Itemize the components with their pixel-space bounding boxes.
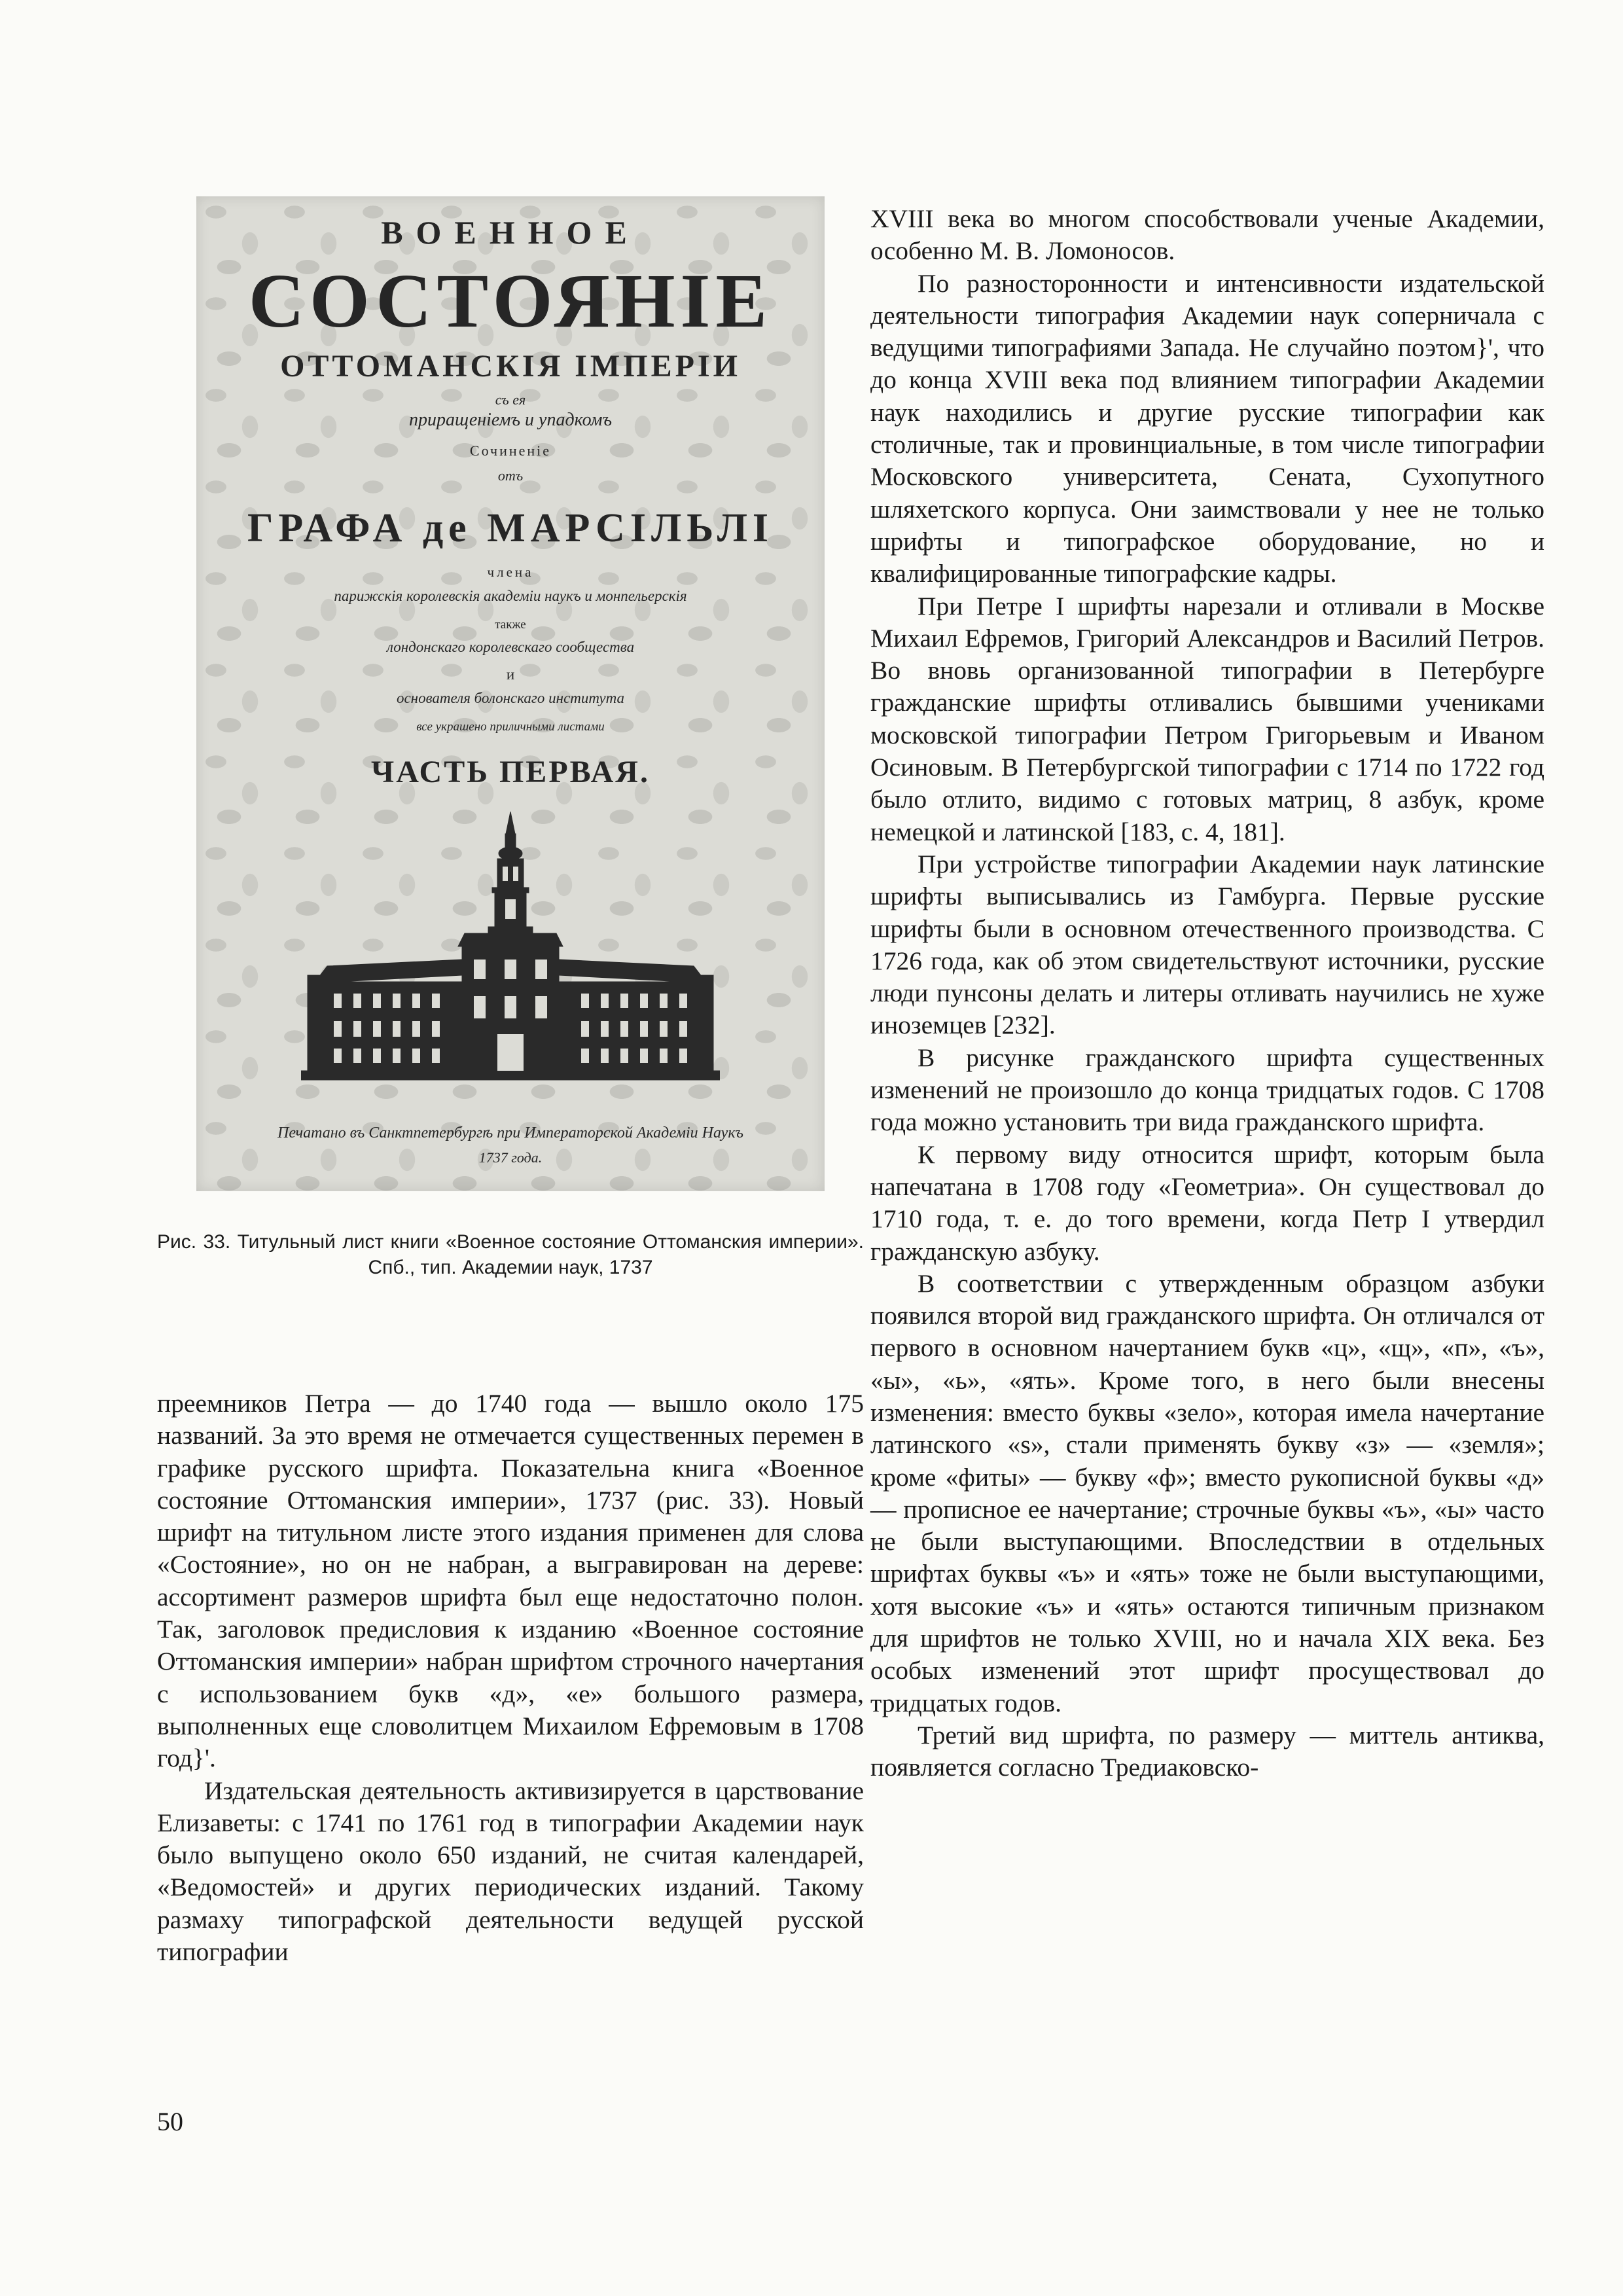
figure-caption: Рис. 33. Титульный лист книги «Военное состояние Оттоманския империи». Спб., тип. Академии наук, 1737: [157, 1231, 864, 1278]
title-line-parizhskiya: парижскiя королевскiя академiи наукъ и монпельерскiя: [334, 588, 687, 604]
page-number: 50: [157, 2107, 183, 2136]
title-imprint-line-1: Печатано въ Санктпетербургѣ при Императорской Академiи Наукъ: [277, 1124, 744, 1141]
right-column: [870, 203, 1544, 1784]
title-line-vse: все украшено приличными листами: [416, 720, 605, 734]
title-line-takzhe: также: [495, 618, 526, 632]
paragraph: В соответствии с утвержденным образцом азбуки появился второй вид гражданского шрифта. Он отличался от первого в основном начертанием букв «ц», «щ», «п», «ъ», «ы», «ь», «ять». Кроме того, в него были внесены изменения: вместо буквы «зело», которая имела начертание латинского «s», стали применять букву «з» — «земля»; кроме «фиты» — букву «ф»; вместо рукописной буквы «д» — прописное ее начертание; строчные буквы «ъ», «ы» часто не были выступающими. Впоследствии в отдельных шрифтах буквы «ъ» и «ять» тоже не были выступающими, хотя высокие «ъ» и «ять» остаются типичным признаком для шрифтов не только XVIII, но и начала XIX века. Без особых изменений этот шрифт просуществовал до тридцатых годов.: [870, 1268, 1544, 1717]
title-line-ottomanskiya: ОТТОМАНСКIЯ IМПЕРIИ: [280, 349, 741, 384]
academy-building-engraving: [301, 812, 720, 1086]
title-line-chlena: члена: [487, 564, 534, 580]
title-imprint-line-2: 1737 года.: [478, 1149, 543, 1166]
paragraph: XVIII века во многом способствовали ученые Академии, особенно М. В. Ломоносов.: [870, 204, 1544, 266]
title-line-sochinenie: Сочиненiе: [469, 442, 552, 459]
paragraph: При устройстве типографии Академии наук латинские шрифты выписывались из Гамбурга. Первые русские шрифты были в основном отечественного производства. С 1726 года, как об этом свидетельствуют источники, русские люди пунсоны делать и литеры отливать научились не хуже иноземцев [232].: [870, 849, 1544, 1040]
title-line-chast: ЧАСТЬ ПЕРВАЯ.: [371, 755, 650, 789]
title-line-ot: отъ: [497, 467, 524, 484]
paragraph: Третий вид шрифта, по размеру — миттель антиква, появляется согласно Тредиаковско-: [870, 1720, 1544, 1782]
left-column: [157, 1388, 864, 1968]
title-word-sostoyanie: СОСТОЯНIЕ: [248, 258, 773, 344]
title-line-author: ГРАФА де МАРСIЛЬЛI: [247, 506, 774, 550]
title-line-londonskago: лондонскаго королевскаго сообщества: [386, 639, 635, 655]
paragraph: По разносторонности и интенсивности издательской деятельности типография Академии наук соперничала с ведущими типографиями Запада. Не случайно поэтом}', что до конца XVIII века под влиянием типографии Академии наук находились и другие русские типографии как столичные, так и провинциальные, в том числе типографии Московского университета, Сената, Сухопутного шляхетского корпуса. Они заимствовали у нее не только шрифты и типографское оборудование, но и квалифицированные типографские кадры.: [870, 268, 1544, 588]
paragraph: При Петре I шрифты нарезали и отливали в Москве Михаил Ефремов, Григорий Александров и Василий Петров. Во вновь организованной типографии в Петербурге гражданские шрифты отливались бывшими учениками московской типографии Петром Григорьевым и Иваном Осиновым. В Петербургской типографии с 1714 по 1722 год было отлито, видимо с готовых матриц, 8 азбук, кроме немецкой и латинской [183, с. 4, 181].: [870, 591, 1544, 846]
title-page-illustration: [196, 196, 825, 1191]
title-line-s: съ ея: [495, 391, 526, 408]
paragraph: преемников Петра — до 1740 года — вышло около 175 названий. За это время не отмечается существенных перемен в графике русского шрифта. Показательна книга «Военное состояние Оттоманския империи», 1737 (рис. 33). Новый шрифт на титульном листе этого издания применен для слова «Состояние», но он не набран, а выгравирован на дереве: ассортимент размеров шрифта был еще недостаточно полон. Так, заголовок предисловия к изданию «Военное состояние Оттоманския империи» набран шрифтом строчного начертания с использованием букв «д», «е» большого размера, выполненных еще словолитцем Михаилом Ефремовым в 1708 год}'.: [157, 1389, 864, 1773]
paragraph: К первому виду относится шрифт, которым была напечатана в 1708 году «Геометриа». Он существовал до 1710 года, т. е. до того времени, когда Петр I утвердил гражданскую азбуку.: [870, 1139, 1544, 1266]
title-line-prirascheniem: приращенiемъ и упадкомъ: [408, 410, 613, 430]
paragraph: В рисунке гражданского шрифта существенных изменений не произошло до конца тридцатых годов. С 1708 года можно установить три вида гражданского шрифта.: [870, 1043, 1544, 1137]
title-word-voennoe: ВОЕННОЕ: [381, 214, 640, 251]
title-line-osnovatelya: основателя болонскаго института: [396, 690, 625, 706]
paragraph: Издательская деятельность активизируется в царствование Елизаветы: с 1741 по 1761 год в типографии Академии наук было выпущено около 650 изданий, не считая календарей, «Ведомостей» и других периодических изданий. Такому размаху типографской деятельности ведущей русской типографии: [157, 1776, 864, 1967]
title-line-i: и: [506, 666, 515, 683]
